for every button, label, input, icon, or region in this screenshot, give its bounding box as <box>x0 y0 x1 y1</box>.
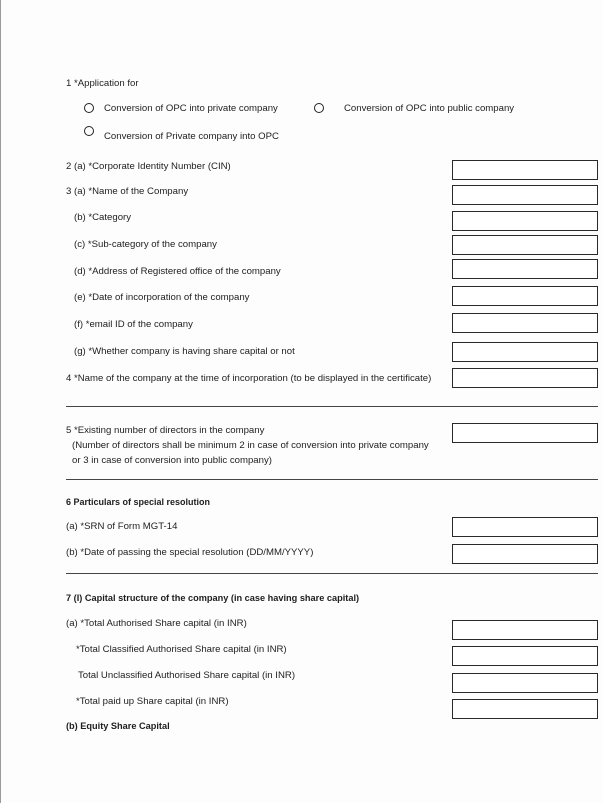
radio-private-to-opc[interactable] <box>84 126 94 136</box>
special-resolution-heading: 6 Particulars of special resolution <box>66 497 211 507</box>
section-divider <box>66 479 598 480</box>
share-capital-label: (g) *Whether company is having share capital or not <box>74 346 295 357</box>
radio-opc-to-public[interactable] <box>314 103 324 113</box>
directors-label: 5 *Existing number of directors in the company <box>66 425 265 436</box>
incorporation-date-field[interactable] <box>452 286 598 306</box>
equity-share-capital-heading: (b) Equity Share Capital <box>66 721 170 731</box>
srn-field[interactable] <box>452 517 598 537</box>
option-opc-to-private: Conversion of OPC into private company <box>104 103 278 114</box>
resolution-date-field[interactable] <box>452 544 598 564</box>
name-at-incorporation-field[interactable] <box>452 368 598 388</box>
registered-office-field[interactable] <box>452 259 598 279</box>
directors-note-1: (Number of directors shall be minimum 2 in case of conversion into private company <box>72 440 429 451</box>
name-at-incorporation-label: 4 *Name of the company at the time of incorporation (to be displayed in the certificate) <box>66 373 432 384</box>
radio-opc-to-private[interactable] <box>84 103 94 113</box>
category-label: (b) *Category <box>74 212 132 223</box>
capital-structure-heading: 7 (I) Capital structure of the company (in case having share capital) <box>66 593 360 603</box>
directors-note-2: or 3 in case of conversion into public company) <box>72 455 272 466</box>
registered-office-label: (d) *Address of Registered office of the company <box>74 266 281 277</box>
section-divider <box>66 573 598 574</box>
incorporation-date-label: (e) *Date of incorporation of the company <box>74 292 250 303</box>
option-opc-to-public: Conversion of OPC into public company <box>344 103 515 114</box>
application-for-label: 1 *Application for <box>66 78 139 89</box>
paid-up-capital-field[interactable] <box>452 699 598 719</box>
classified-capital-field[interactable] <box>452 646 598 666</box>
sub-category-label: (c) *Sub-category of the company <box>74 239 217 250</box>
email-field[interactable] <box>452 313 598 333</box>
email-label: (f) *email ID of the company <box>74 319 193 330</box>
category-field[interactable] <box>452 211 598 231</box>
directors-field[interactable] <box>452 423 598 443</box>
section-divider <box>66 406 598 407</box>
unclassified-capital-field[interactable] <box>452 673 598 693</box>
cin-field[interactable] <box>452 160 598 180</box>
authorised-capital-field[interactable] <box>452 620 598 640</box>
share-capital-field[interactable] <box>452 342 598 362</box>
option-private-to-opc: Conversion of Private company into OPC <box>104 131 279 142</box>
sub-category-field[interactable] <box>452 235 598 255</box>
classified-capital-label: *Total Classified Authorised Share capital (in INR) <box>76 644 287 655</box>
paid-up-capital-label: *Total paid up Share capital (in INR) <box>76 696 229 707</box>
company-name-field[interactable] <box>452 185 598 205</box>
page-edge <box>0 0 1 803</box>
resolution-date-label: (b) *Date of passing the special resolution (DD/MM/YYYY) <box>66 547 314 558</box>
company-name-label: 3 (a) *Name of the Company <box>66 186 189 197</box>
authorised-capital-label: (a) *Total Authorised Share capital (in INR) <box>66 618 247 629</box>
unclassified-capital-label: Total Unclassified Authorised Share capital (in INR) <box>78 670 296 681</box>
cin-label: 2 (a) *Corporate Identity Number (CIN) <box>66 161 231 172</box>
srn-label: (a) *SRN of Form MGT-14 <box>66 521 178 532</box>
